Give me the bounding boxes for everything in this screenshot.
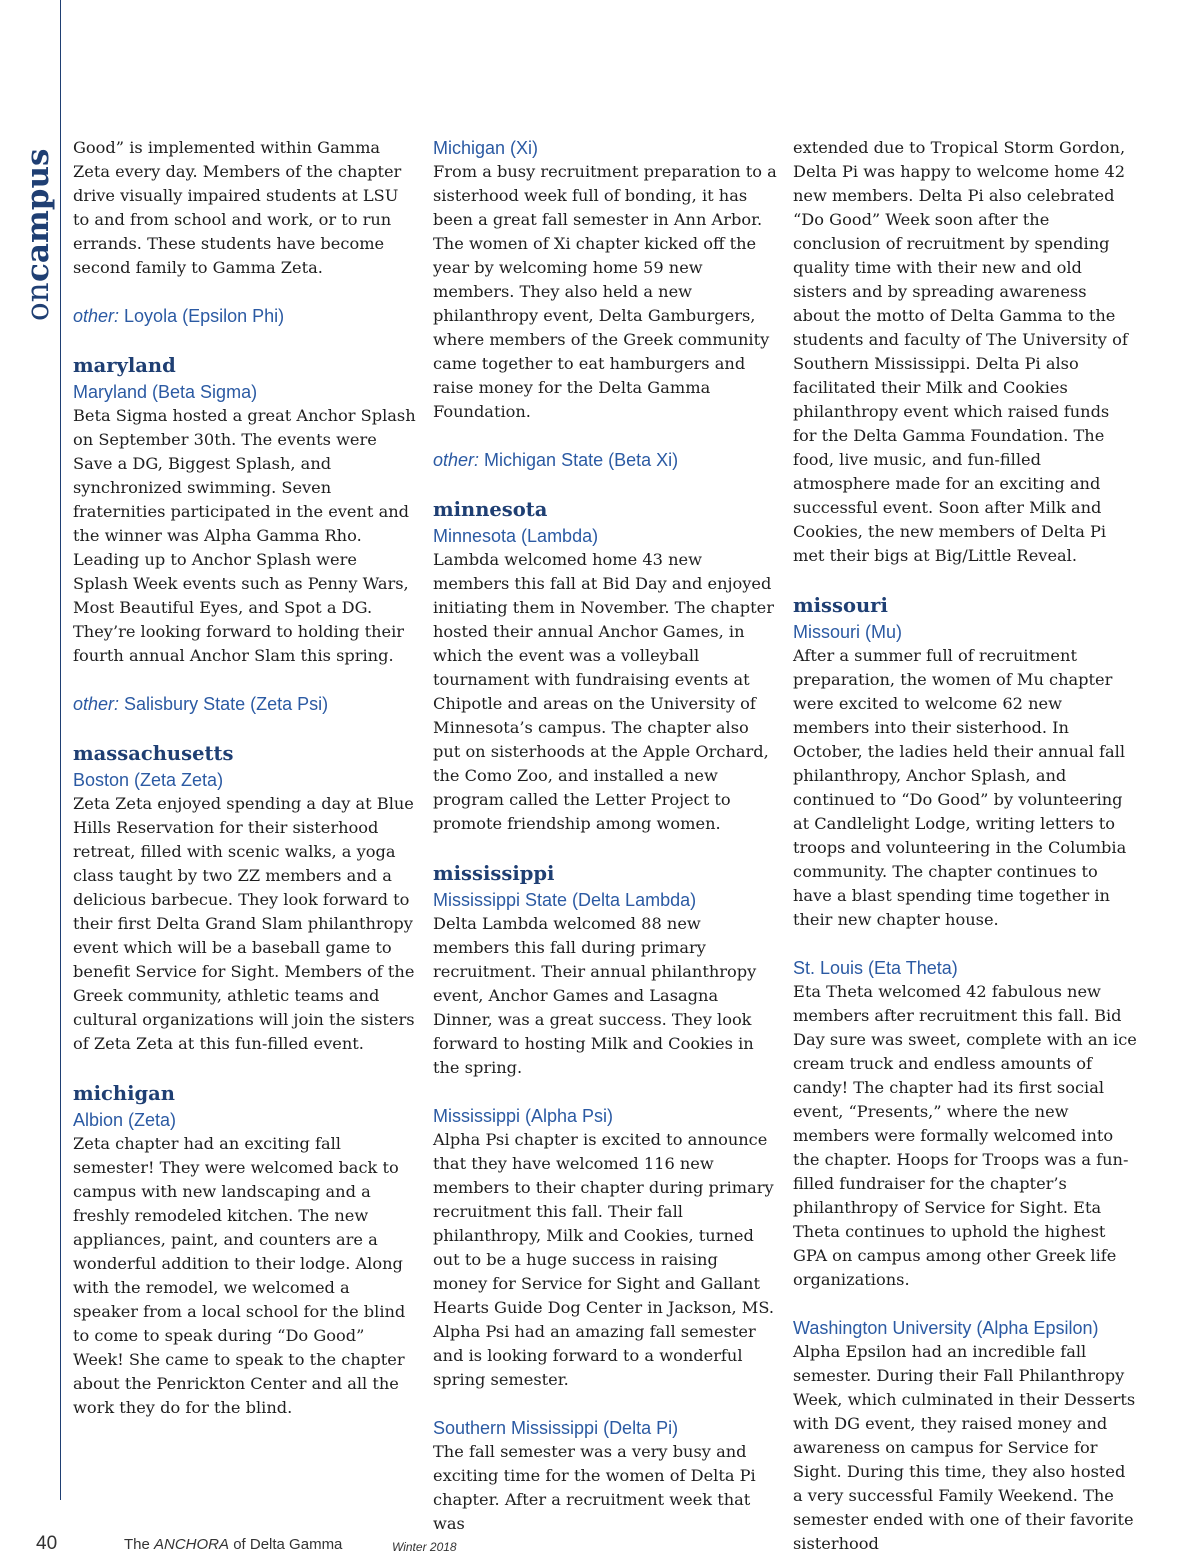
chapter-heading-xi: Michigan (Xi) (433, 138, 539, 158)
pub-anchora: ANCHORA (154, 1536, 230, 1553)
other-label: other: (73, 694, 120, 714)
chapter-heading-alpha-psi: Mississippi (Alpha Psi) (433, 1106, 614, 1126)
delta-pi-text-continued: extended due to Tropical Storm Gordon, Delta Pi was happy to welcome home 42 new members. Delta Pi also celebrated “Do Good” Week soon after the conclusion of recruitment by spending quality time with their new and old sisters and by spreading awareness about the motto of Delta Gamma to the students and faculty of The University of Southern Mississippi. Delta Pi also facilitated their Milk and Cookies philanthropy event which raised funds for the Delta Gamma Foundation. The food, live music, and fun-filled atmosphere made for an exciting and successful event. Soon after Milk and Cookies, the new members of Delta Pi met their bigs at Big/Little Reveal. (793, 138, 1128, 565)
delta-lambda-text: Delta Lambda welcomed 88 new members this fall during primary recruitment. Their annual philanthropy event, Anchor Games and Lasagna Dinner, was a great success. They look forward to hosting Milk and Cookies in the spring. (433, 914, 757, 1077)
beta-sigma-text: Beta Sigma hosted a great Anchor Splash on September 30th. The events were Save a DG, Biggest Splash, and synchronized swimming. Seven fraternities participated in the event and the winner was Alpha Gamma Rho. Leading up to Anchor Splash were Splash Week events such as Penny Wars, Most Beautiful Eyes, and Spot a DG. They’re looking forward to holding their fourth annual Anchor Slam this spring. (73, 406, 416, 665)
column-1 (73, 136, 417, 1420)
state-heading-maryland: maryland (73, 354, 176, 377)
page-number: 40 (36, 1533, 58, 1554)
alpha-psi-text: Alpha Psi chapter is excited to announce that they have welcomed 116 new members to their chapter during primary recruitment this fall. Their fall philanthropy, Milk and Cookies, turned out to be a huge success in raising money for Service for Sight and Gallant Hearts Guide Dog Center in Jackson, MS. Alpha Psi had an amazing fall semester and is looking forward to a wonderful spring semester. (433, 1130, 775, 1389)
state-heading-michigan: michigan (73, 1082, 175, 1105)
chapter-heading-zeta-zeta: Boston (Zeta Zeta) (73, 770, 224, 790)
zeta-zeta-text: Zeta Zeta enjoyed spending a day at Blue Hills Reservation for their sisterhood retreat, filled with scenic walks, a yoga class taught by two ZZ members and a delicious barbecue. They look forward to their first Delta Grand Slam philanthropy event which will be a baseball game to benefit Service for Sight. Members of the Greek community, athletic teams and cultural organizations will join the sisters of Zeta Zeta at this fun-filled event. (73, 794, 415, 1053)
section-label-on: on (20, 282, 56, 322)
other-value: Loyola (Epsilon Phi) (119, 306, 285, 326)
state-heading-missouri: missouri (793, 594, 888, 617)
lambda-text: Lambda welcomed home 43 new members this fall at Bid Day and enjoyed initiating them in November. The chapter hosted their annual Anchor Games, in which the event was a volleyball tournament with fundraising events at Chipotle and areas on the University of Minnesota’s campus. The chapter also put on sisterhoods at the Apple Orchard, the Como Zoo, and installed a new program called the Letter Project to promote friendship among women. (433, 550, 774, 833)
chapter-heading-mu: Missouri (Mu) (793, 622, 903, 642)
other-value: Michigan State (Beta Xi) (479, 450, 679, 470)
chapter-heading-lambda: Minnesota (Lambda) (433, 526, 599, 546)
chapter-heading-delta-pi: Southern Mississippi (Delta Pi) (433, 1418, 679, 1438)
section-label-campus: campus (20, 148, 56, 283)
other-michigan-state (433, 448, 777, 472)
chapter-heading-eta-theta: St. Louis (Eta Theta) (793, 958, 958, 978)
state-heading-minnesota: minnesota (433, 498, 548, 521)
vertical-rule (60, 0, 61, 1500)
chapter-heading-delta-lambda: Mississippi State (Delta Lambda) (433, 890, 697, 910)
gamma-zeta-text: Good” is implemented within Gamma Zeta every day. Members of the chapter drive visually impaired students at LSU to and from school and work, or to run errands. These students have become second family to Gamma Zeta. (73, 138, 402, 277)
state-heading-mississippi: mississippi (433, 862, 555, 885)
other-value: Salisbury State (Zeta Psi) (119, 694, 329, 714)
column-2 (433, 136, 777, 1536)
chapter-heading-zeta: Albion (Zeta) (73, 1110, 177, 1130)
column-3 (793, 136, 1137, 1556)
mu-text: After a summer full of recruitment preparation, the women of Mu chapter were excited to welcome 62 new members into their sisterhood. In October, the ladies held their annual fall philanthropy, Anchor Splash, and continued to “Do Good” by volunteering at Candlelight Lodge, writing letters to troops and volunteering in the Columbia community. The chapter continues to have a blast spending time together in their new chapter house. (793, 646, 1127, 929)
issue-date: Winter 2018 (392, 1540, 457, 1554)
other-salisbury (73, 692, 417, 716)
other-label: other: (433, 450, 480, 470)
publication-title (124, 1536, 342, 1553)
eta-theta-text: Eta Theta welcomed 42 fabulous new members after recruitment this fall. Bid Day sure was sweet, complete with an ice cream truck and endless amounts of candy! The chapter had its first social event, “Presents,” where the new members were formally welcomed into the chapter. Hoops for Troops was a fun-filled fundraiser for the chapter’s philanthropy of Service for Sight. Eta Theta continues to uphold the highest GPA on campus among other Greek life organizations. (793, 982, 1137, 1289)
chapter-heading-alpha-epsilon: Washington University (Alpha Epsilon) (793, 1318, 1099, 1338)
other-loyola (73, 304, 417, 328)
state-heading-massachusetts: massachusetts (73, 742, 234, 765)
pub-rest: of Delta Gamma (229, 1536, 343, 1553)
pub-the: The (124, 1536, 155, 1553)
delta-pi-text: The fall semester was a very busy and exciting time for the women of Delta Pi chapter. After a recruitment week that was (433, 1442, 756, 1533)
section-label (20, 148, 56, 322)
other-label: other: (73, 306, 120, 326)
alpha-epsilon-text: Alpha Epsilon had an incredible fall semester. During their Fall Philanthropy Week, which culminated in their Desserts with DG event, they raised money and awareness on campus for Service for Sight. During this time, they also hosted a very successful Family Weekend. The semester ended with one of their favorite sisterhood (793, 1342, 1136, 1553)
zeta-text: Zeta chapter had an exciting fall semester! They were welcomed back to campus with new landscaping and a freshly remodeled kitchen. The new appliances, paint, and counters are a wonderful addition to their lodge. Along with the remodel, we welcomed a speaker from a local school for the blind to come to speak during “Do Good” Week! She came to speak to the chapter about the Penrickton Center and all the work they do for the blind. (73, 1134, 406, 1417)
xi-text: From a busy recruitment preparation to a sisterhood week full of bonding, it has been a great fall semester in Ann Arbor. The women of Xi chapter kicked off the year by welcoming home 59 new members. They also held a new philanthropy event, Delta Gamburgers, where members of the Greek community came together to eat hamburgers and raise money for the Delta Gamma Foundation. (433, 162, 777, 421)
chapter-heading-beta-sigma: Maryland (Beta Sigma) (73, 382, 258, 402)
